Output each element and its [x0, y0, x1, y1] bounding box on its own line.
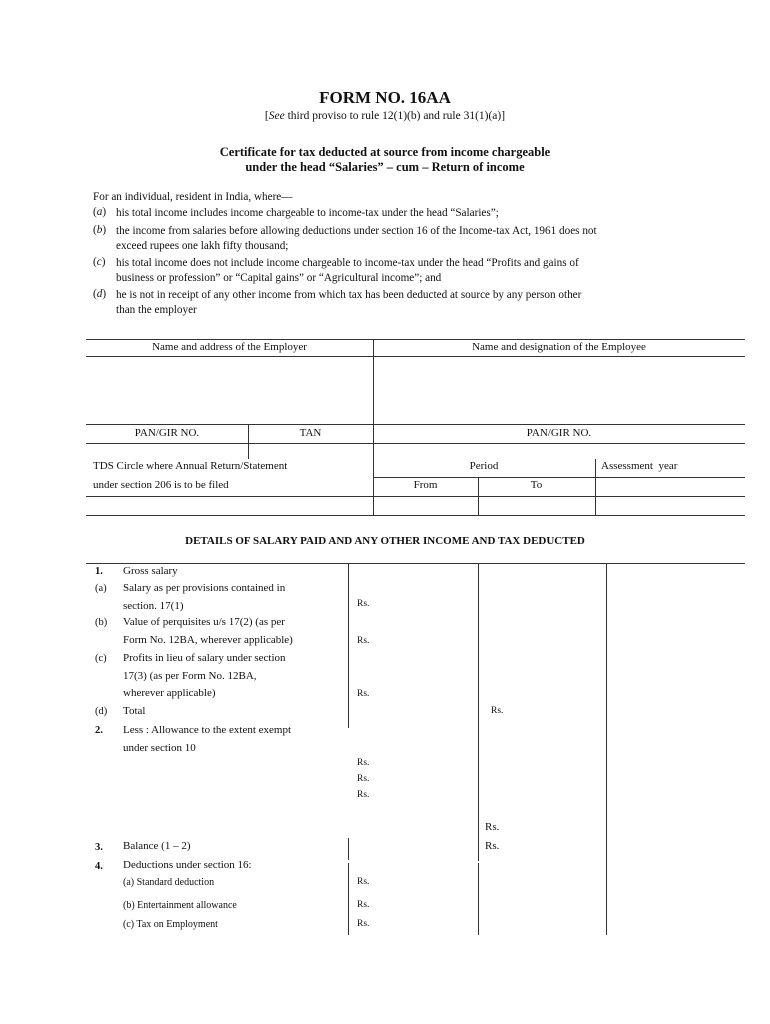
condition-c-text: his total income does not include income chargeable to income-tax under the head “Profits and gains of business or profession” or “Capital gains” or “Agricultural income”; and: [116, 257, 579, 284]
column-rule: [606, 563, 607, 935]
condition-d-text: he is not in receipt of any other income from which tax has been deducted at source by any person other than the employer: [116, 289, 582, 316]
intro-lead: For an individual, resident in India, where—: [93, 191, 293, 203]
tax-on-employment-label: (c) Tax on Employment: [123, 919, 218, 930]
column-rule: [348, 838, 349, 860]
condition-d-label: (d): [93, 288, 107, 300]
column-rule: [478, 863, 479, 935]
rs-label: Rs.: [357, 689, 370, 699]
tds-circle-label-line1: TDS Circle where Annual Return/Statement: [93, 460, 288, 472]
employer-name-header: Name and address of the Employer: [152, 341, 307, 353]
tds-circle-label-line2: under section 206 is to be filed: [93, 479, 229, 491]
condition-a-label: (a): [93, 206, 107, 218]
item-1d-number: (d): [95, 706, 108, 717]
rs-label: Rs.: [491, 706, 504, 716]
allowance-exempt-label: Less : Allowance to the extent exempt under section 10: [123, 724, 292, 754]
rs-label: Rs.: [357, 774, 370, 784]
salary-17-1-label: Salary as per provisions contained in section. 17(1): [123, 582, 286, 612]
table-rule: [86, 515, 745, 516]
balance-label: Balance (1 – 2): [123, 840, 191, 852]
certificate-heading-line1: Certificate for tax deducted at source from income chargeable: [219, 145, 551, 159]
item-1a-number: (a): [95, 583, 107, 594]
details-heading: DETAILS OF SALARY PAID AND ANY OTHER INCOME AND TAX DEDUCTED: [185, 535, 585, 547]
rs-label: Rs.: [485, 840, 500, 852]
item-3-number: 3.: [95, 842, 103, 853]
profits-17-3-label: Profits in lieu of salary under section 17(3) (as per Form No. 12BA, wherever applicable): [123, 652, 286, 699]
item-1b-number: (b): [95, 617, 108, 628]
rs-label: Rs.: [357, 919, 370, 929]
table-rule: [86, 424, 745, 425]
rs-label: Rs.: [357, 877, 370, 887]
period-label: Period: [469, 460, 499, 472]
perquisites-17-2-label: Value of perquisites u/s 17(2) (as per Form No. 12BA, wherever applicable): [123, 616, 293, 646]
rs-label: Rs.: [485, 821, 500, 833]
period-from-label: From: [413, 479, 438, 491]
column-rule: [348, 563, 349, 728]
employer-pan-gir-label: PAN/GIR NO.: [134, 427, 200, 439]
gross-salary-label: Gross salary: [123, 565, 178, 577]
details-top-rule: [86, 563, 745, 564]
item-2-number: 2.: [95, 725, 103, 736]
employee-name-header: Name and designation of the Employee: [472, 341, 646, 353]
column-rule: [348, 863, 349, 935]
certificate-heading-line2: under the head “Salaries” – cum – Return of income: [245, 160, 525, 174]
total-label: Total: [123, 705, 146, 717]
period-to-label: To: [530, 479, 543, 491]
assessment-year-label: Assessment year: [601, 460, 678, 472]
rs-label: Rs.: [357, 599, 370, 609]
rs-label: Rs.: [357, 790, 370, 800]
condition-b-label: (b): [93, 224, 107, 236]
table-rule: [86, 443, 745, 444]
item-1-number: 1.: [95, 566, 103, 577]
item-1c-number: (c): [95, 653, 107, 664]
standard-deduction-label: (a) Standard deduction: [123, 877, 215, 888]
column-rule: [478, 563, 479, 861]
table-rule: [86, 356, 745, 357]
table-rule: [86, 339, 745, 340]
rs-label: Rs.: [357, 758, 370, 768]
condition-c-label: (c): [93, 256, 106, 268]
condition-a-text: his total income includes income chargeable to income-tax under the head “Salaries”;: [116, 207, 499, 219]
form-subtitle: [See third proviso to rule 12(1)(b) and rule 31(1)(a)]: [264, 110, 506, 122]
rs-label: Rs.: [357, 900, 370, 910]
condition-b-text: the income from salaries before allowing deductions under section 16 of the Income-tax Act, 1961 does not exceed rupees one lakh fifty thousand;: [116, 225, 597, 252]
item-4-number: 4.: [95, 861, 103, 872]
table-rule: [595, 459, 596, 515]
table-rule: [86, 496, 745, 497]
entertainment-allowance-label: (b) Entertainment allowance: [123, 900, 237, 911]
employee-pan-gir-label: PAN/GIR NO.: [526, 427, 592, 439]
form-title: FORM NO. 16AA: [319, 88, 451, 107]
rs-label: Rs.: [357, 636, 370, 646]
table-rule: [373, 477, 745, 478]
tan-label: TAN: [299, 427, 322, 439]
deductions-section-16-label: Deductions under section 16:: [123, 859, 252, 871]
